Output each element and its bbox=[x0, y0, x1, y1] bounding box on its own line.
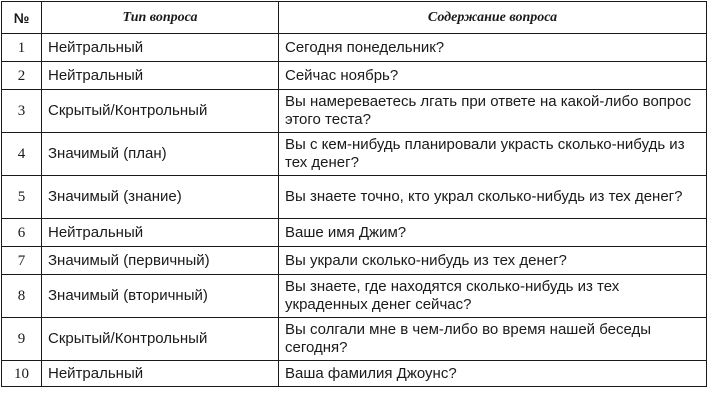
table-row bbox=[2, 361, 707, 387]
question-content: Ваше имя Джим? bbox=[279, 219, 707, 247]
question-content: Вы солгали мне в чем-либо во время нашей беседы сегодня? bbox=[279, 318, 707, 361]
table-row bbox=[2, 247, 707, 275]
row-number: 10 bbox=[2, 361, 42, 387]
row-number: 2 bbox=[2, 62, 42, 90]
row-number: 1 bbox=[2, 34, 42, 62]
table-row bbox=[2, 318, 707, 361]
row-number: 3 bbox=[2, 90, 42, 133]
question-type: Значимый (первичный) bbox=[42, 247, 279, 275]
row-number: 6 bbox=[2, 219, 42, 247]
questions-table bbox=[1, 1, 707, 387]
question-content: Вы украли сколько-нибудь из тех денег? bbox=[279, 247, 707, 275]
header-question-content: Содержание вопроса bbox=[279, 2, 707, 34]
table-row bbox=[2, 62, 707, 90]
question-content: Вы намереваетесь лгать при ответе на какой-либо вопрос этого теста? bbox=[279, 90, 707, 133]
header-row bbox=[2, 2, 707, 34]
row-number: 4 bbox=[2, 133, 42, 176]
question-type: Нейтральный bbox=[42, 34, 279, 62]
question-type: Нейтральный bbox=[42, 62, 279, 90]
table-row bbox=[2, 34, 707, 62]
row-number: 8 bbox=[2, 275, 42, 318]
row-number: 7 bbox=[2, 247, 42, 275]
table-row bbox=[2, 90, 707, 133]
question-content: Вы знаете, где находятся сколько-нибудь из тех украденных денег сейчас? bbox=[279, 275, 707, 318]
table-row bbox=[2, 133, 707, 176]
question-type: Значимый (план) bbox=[42, 133, 279, 176]
question-type: Скрытый/Контрольный bbox=[42, 318, 279, 361]
question-content: Вы знаете точно, кто украл сколько-нибудь из тех денег? bbox=[279, 176, 707, 219]
question-content: Сейчас ноябрь? bbox=[279, 62, 707, 90]
header-question-type: Тип вопроса bbox=[42, 2, 279, 34]
question-type: Скрытый/Контрольный bbox=[42, 90, 279, 133]
question-type: Значимый (знание) bbox=[42, 176, 279, 219]
question-content: Ваша фамилия Джоунс? bbox=[279, 361, 707, 387]
question-content: Вы с кем-нибудь планировали украсть сколько-нибудь из тех денег? bbox=[279, 133, 707, 176]
row-number: 5 bbox=[2, 176, 42, 219]
row-number: 9 bbox=[2, 318, 42, 361]
table-row bbox=[2, 176, 707, 219]
question-type: Нейтральный bbox=[42, 219, 279, 247]
header-number: № bbox=[2, 2, 42, 34]
question-type: Значимый (вторичный) bbox=[42, 275, 279, 318]
question-content: Сегодня понедельник? bbox=[279, 34, 707, 62]
question-type: Нейтральный bbox=[42, 361, 279, 387]
table-row bbox=[2, 219, 707, 247]
table-row bbox=[2, 275, 707, 318]
